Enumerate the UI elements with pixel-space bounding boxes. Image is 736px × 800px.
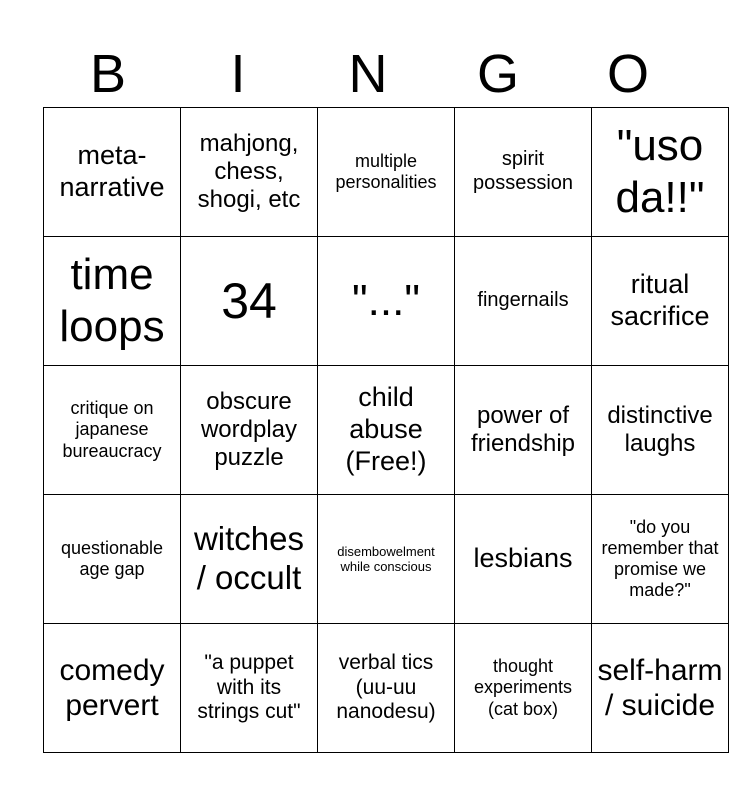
bingo-cell: critique on japanese bureaucracy	[44, 366, 181, 495]
bingo-cell: self-harm / suicide	[592, 624, 729, 753]
board-row	[44, 108, 729, 237]
bingo-cell: verbal tics (uu-uu nanodesu)	[318, 624, 455, 753]
bingo-cell: distinctive laughs	[592, 366, 729, 495]
bingo-cell: thought experiments (cat box)	[455, 624, 592, 753]
bingo-cell: meta-narrative	[44, 108, 181, 237]
header-letter-i: I	[230, 44, 246, 104]
bingo-cell: multiple personalities	[318, 108, 455, 237]
board-row	[44, 366, 729, 495]
bingo-cell: "do you remember that promise we made?"	[592, 495, 729, 624]
bingo-board	[43, 107, 729, 753]
board-row	[44, 624, 729, 753]
bingo-cell: witches / occult	[181, 495, 318, 624]
bingo-cell: time loops	[44, 237, 181, 366]
bingo-cell: ritual sacrifice	[592, 237, 729, 366]
bingo-cell: "a puppet with its strings cut"	[181, 624, 318, 753]
header-letter-b: B	[89, 44, 127, 104]
bingo-cell: spirit possession	[455, 108, 592, 237]
bingo-cell: obscure wordplay puzzle	[181, 366, 318, 495]
bingo-cell: mahjong, chess, shogi, etc	[181, 108, 318, 237]
bingo-header	[43, 42, 693, 106]
header-letter-g: G	[476, 44, 519, 104]
bingo-cell: comedy pervert	[44, 624, 181, 753]
bingo-cell: lesbians	[455, 495, 592, 624]
bingo-free-cell: "..."	[318, 237, 455, 366]
bingo-cell: power of friendship	[455, 366, 592, 495]
board-row	[44, 495, 729, 624]
bingo-cell: child abuse (Free!)	[318, 366, 455, 495]
header-letter-n: N	[348, 44, 388, 104]
bingo-cell: "uso da!!"	[592, 108, 729, 237]
bingo-cell: 34	[181, 237, 318, 366]
board-row	[44, 237, 729, 366]
header-letter-o: O	[606, 44, 649, 104]
bingo-cell: questionable age gap	[44, 495, 181, 624]
bingo-cell: disembowelment while conscious	[318, 495, 455, 624]
bingo-cell: fingernails	[455, 237, 592, 366]
